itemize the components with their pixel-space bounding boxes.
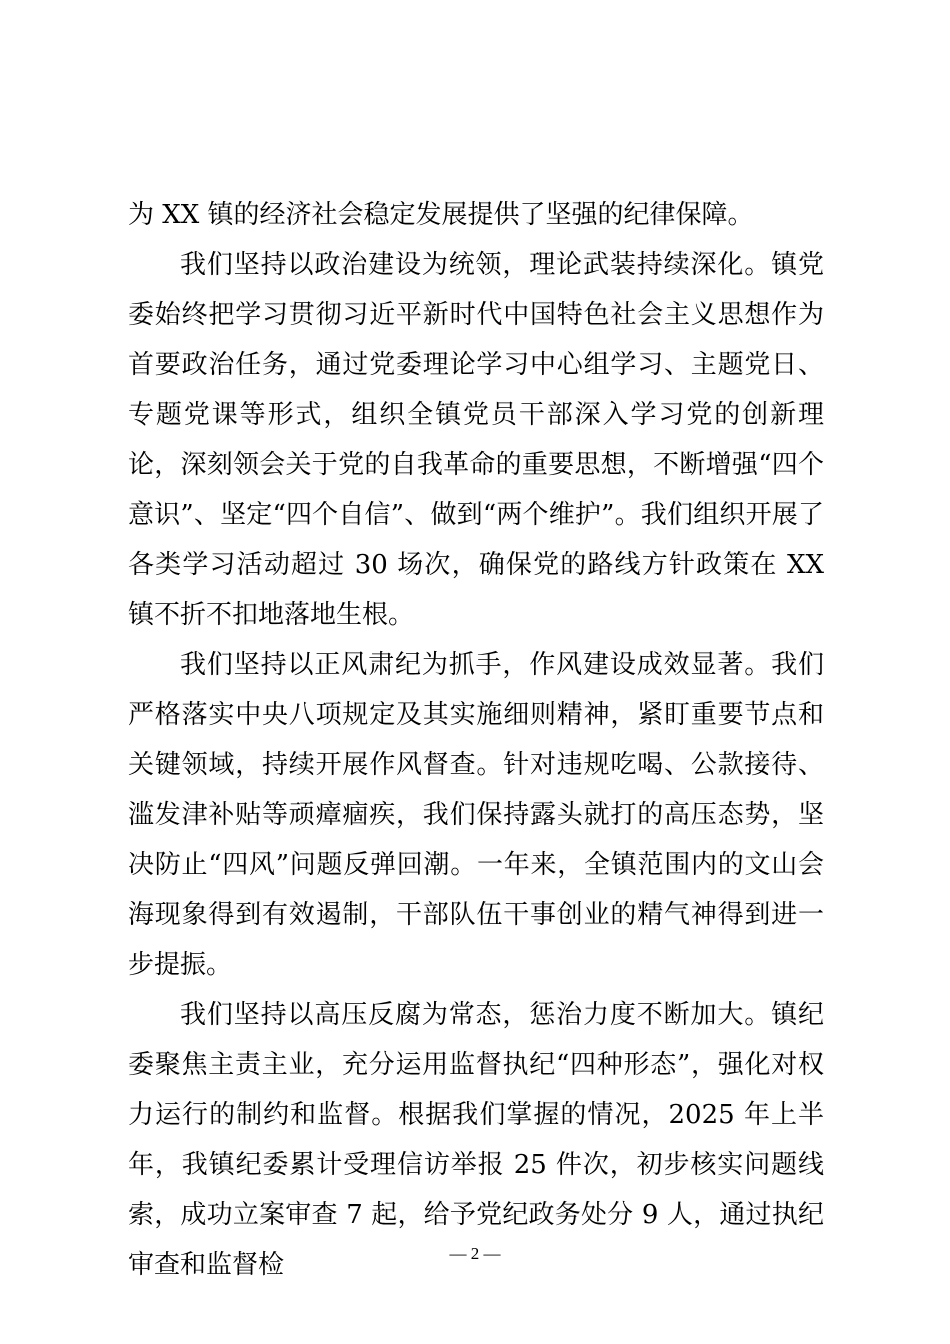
paragraph-discipline-style: 我们坚持以正风肃纪为抓手，作风建设成效显著。我们严格落实中央八项规定及其实施细则精神，紧盯重要节点和关键领域，持续开展作风督查。针对违规吃喝、公款接待、滥发津补贴等顽瘴痼疾，我们保持露头就打的高压态势，坚决防止“四风”问题反弹回潮。一年来，全镇范围内的文山会海现象得到有效遏制，干部队伍干事创业的精气神得到进一步提振。 xyxy=(128,650,824,980)
paragraph-continuation: 为 XX 镇的经济社会稳定发展提供了坚强的纪律保障。 xyxy=(128,200,754,230)
document-body xyxy=(128,190,824,1290)
paragraph-political-building: 我们坚持以政治建设为统领，理论武装持续深化。镇党委始终把学习贯彻习近平新时代中国特色社会主义思想作为首要政治任务，通过党委理论学习中心组学习、主题党日、专题党课等形式，组织全镇党员干部深入学习党的创新理论，深刻领会关于党的自我革命的重要思想，不断增强“四个意识”、坚定“四个自信”、做到“两个维护”。我们组织开展了各类学习活动超过 30 场次，确保党的路线方针政策在 XX 镇不折不扣地落地生根。 xyxy=(128,250,824,630)
paragraph-anti-corruption: 我们坚持以高压反腐为常态，惩治力度不断加大。镇纪委聚焦主责主业，充分运用监督执纪“四种形态”，强化对权力运行的制约和监督。根据我们掌握的情况，2025 年上半年，我镇纪委累计受理信访举报 25 件次，初步核实问题线索，成功立案审查 7 起，给予党纪政务处分 9 人，通过执纪审查和监督检 xyxy=(128,1000,824,1280)
page-number: — 2 — xyxy=(449,1244,501,1263)
